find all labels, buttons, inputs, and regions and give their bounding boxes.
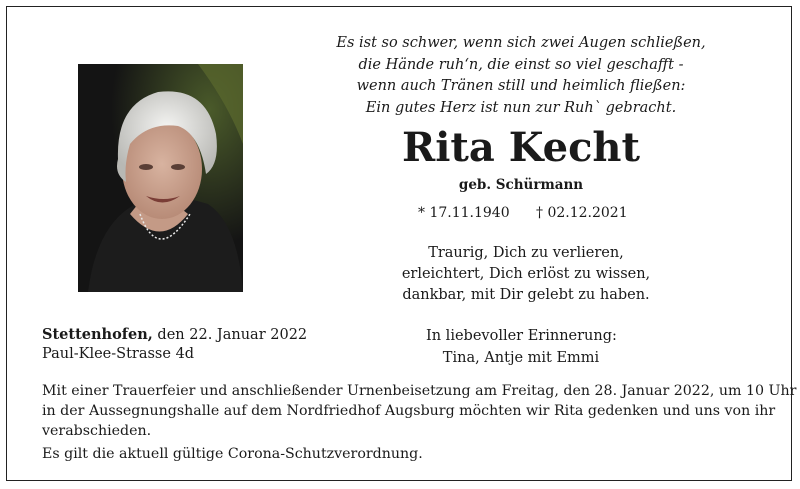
street-address: Paul-Klee-Strasse 4d	[42, 346, 195, 362]
verse-line: Traurig, Dich zu verlieren,	[428, 245, 624, 261]
corona-notice: Es gilt die aktuell gültige Corona-Schutzverordnung.	[42, 446, 423, 462]
in-memory	[426, 325, 616, 369]
notice-date: den 22. Januar 2022	[152, 327, 308, 343]
portrait-illustration	[78, 64, 243, 292]
mourners: Tina, Antje mit Emmi	[442, 350, 600, 366]
death-date: † 02.12.2021	[536, 205, 628, 221]
funeral-notice	[42, 381, 797, 441]
place-and-date	[42, 325, 307, 364]
notice-line: verabschieden.	[42, 423, 152, 439]
deceased-name: Rita Kecht	[401, 124, 640, 171]
memory-heading: In liebevoller Erinnerung:	[426, 328, 617, 344]
verse-line: erleichtert, Dich erlöst zu wissen,	[401, 266, 651, 282]
poem-line: wenn auch Tränen still und heimlich fließen:	[356, 78, 686, 94]
portrait-photo	[78, 64, 243, 292]
poem-line: Ein gutes Herz ist nun zur Ruh` gebracht.	[365, 99, 677, 116]
poem-line: die Hände ruh‘n, die einst so viel geschafft -	[358, 56, 684, 73]
town-name: Stettenhofen,	[42, 326, 153, 343]
birth-date: * 17.11.1940	[418, 205, 510, 221]
poem-line: Es ist so schwer, wenn sich zwei Augen schließen,	[336, 35, 706, 51]
maiden-name: geb. Schürmann	[458, 177, 584, 193]
notice-line: Mit einer Trauerfeier und anschließender Urnenbeisetzung am Freitag, den 28. Januar 2022, um 10 Uhr	[42, 383, 797, 399]
farewell-verse	[370, 243, 682, 306]
notice-line: in der Aussegnungshalle auf dem Nordfriedhof Augsburg möchten wir Rita gedenken und uns von ihr	[42, 403, 776, 419]
poem	[330, 33, 712, 119]
verse-line: dankbar, mit Dir gelebt zu haben.	[402, 287, 650, 303]
